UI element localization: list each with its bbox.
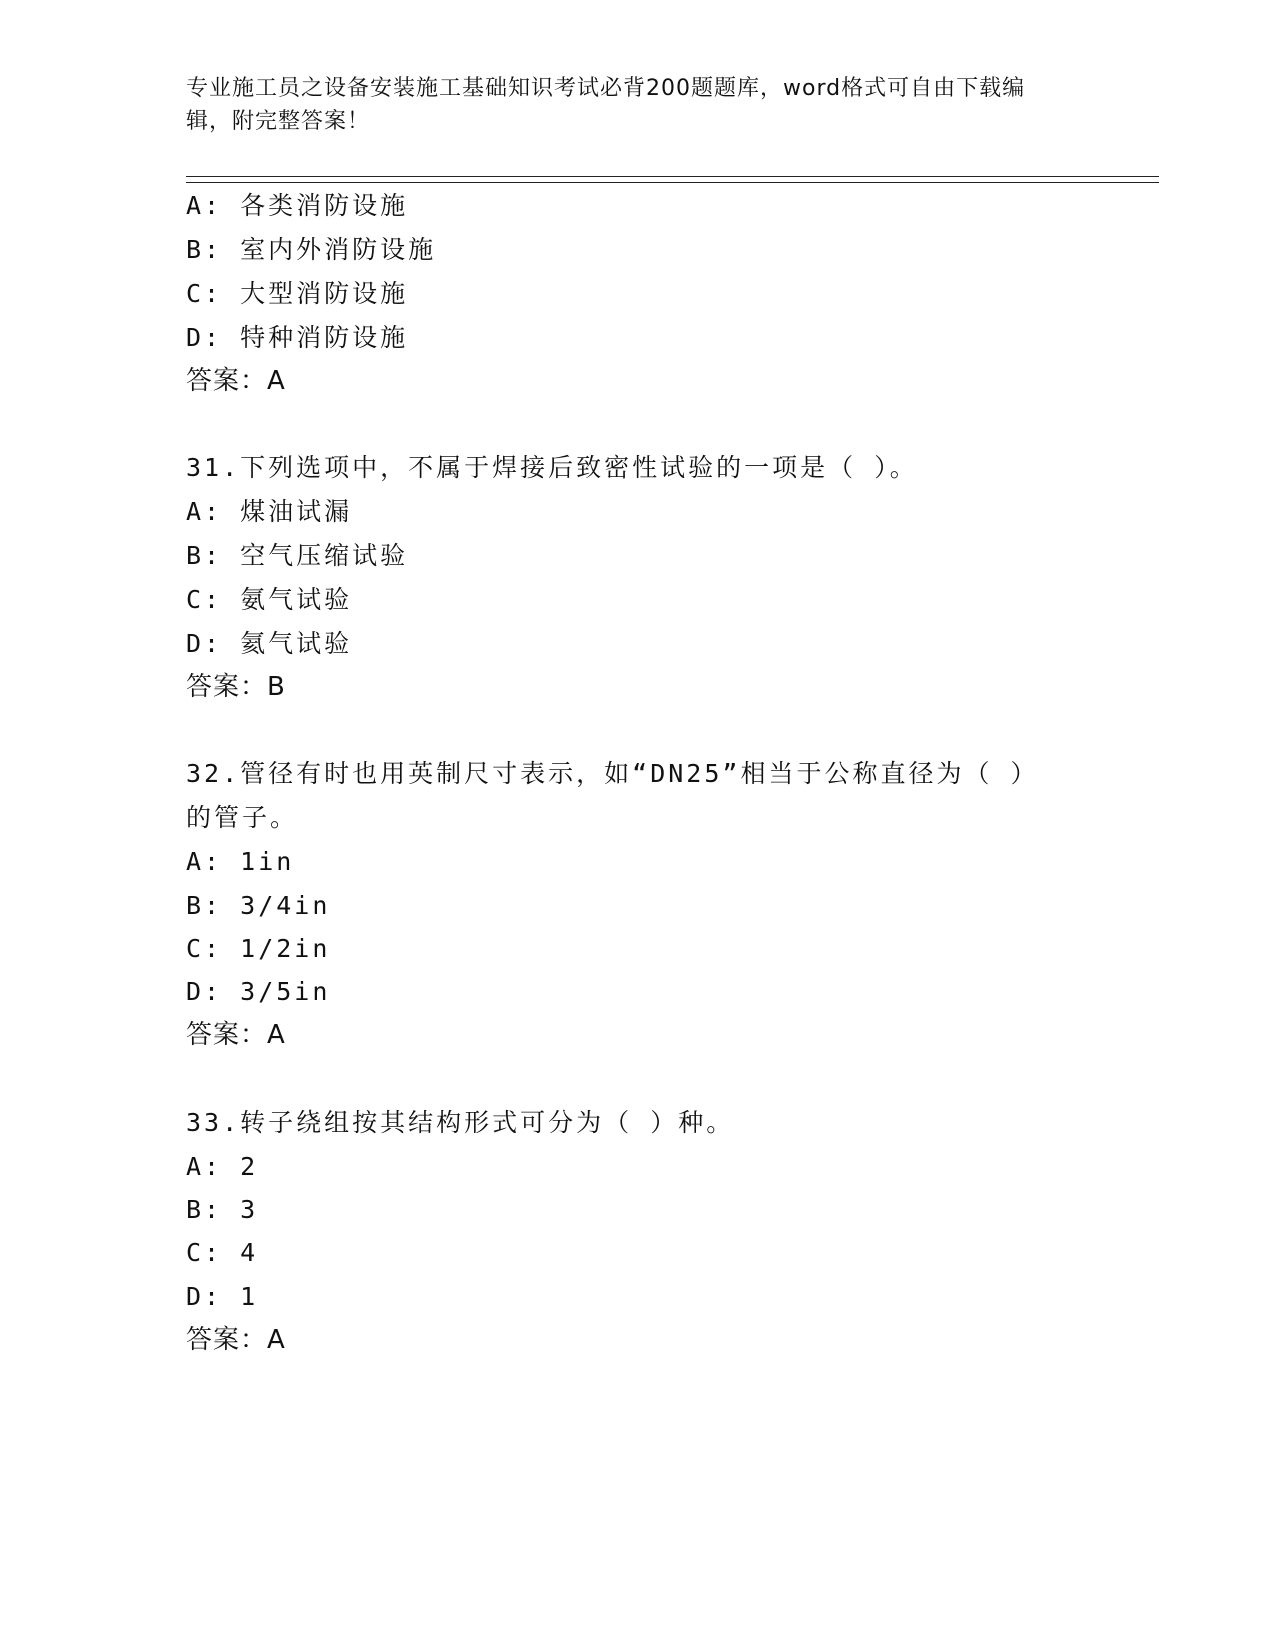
q31-option-d: D: 氦气试验 bbox=[186, 629, 353, 658]
document-header-title: 专业施工员之设备安装施工基础知识考试必背200题题库，word格式可自由下载编辑，附完整答案！ bbox=[186, 76, 1026, 134]
q33-question: 33.转子绕组按其结构形式可分为（ ）种。 bbox=[186, 1108, 735, 1137]
q30-option-c: C: 大型消防设施 bbox=[186, 279, 409, 308]
q33-option-c: C: 4 bbox=[186, 1238, 259, 1267]
q33-option-d: D: 1 bbox=[186, 1282, 259, 1311]
q32-option-a: A: 1in bbox=[186, 847, 295, 876]
q32-question-line2: 的管子。 bbox=[186, 803, 299, 832]
q31-option-a: A: 煤油试漏 bbox=[186, 497, 353, 526]
q31-question: 31.下列选项中，不属于焊接后致密性试验的一项是（ ）。 bbox=[186, 453, 918, 482]
q30-option-b: B: 室内外消防设施 bbox=[186, 235, 437, 264]
q32-option-d: D: 3/5in bbox=[186, 977, 331, 1006]
q33-answer: 答案：A bbox=[186, 1325, 286, 1355]
q31-option-c: C: 氨气试验 bbox=[186, 585, 353, 614]
q33-option-b: B: 3 bbox=[186, 1195, 259, 1224]
q31-answer: 答案：B bbox=[186, 672, 286, 702]
header-rule-top bbox=[186, 176, 1159, 177]
q30-answer: 答案：A bbox=[186, 366, 286, 396]
q32-answer: 答案：A bbox=[186, 1020, 286, 1050]
q31-option-b: B: 空气压缩试验 bbox=[186, 541, 409, 570]
q32-option-c: C: 1/2in bbox=[186, 934, 331, 963]
q30-option-d: D: 特种消防设施 bbox=[186, 323, 409, 352]
q33-option-a: A: 2 bbox=[186, 1152, 259, 1181]
header-rule-bottom bbox=[186, 182, 1159, 183]
q32-option-b: B: 3/4in bbox=[186, 891, 331, 920]
q30-option-a: A: 各类消防设施 bbox=[186, 191, 409, 220]
q32-question-line1: 32.管径有时也用英制尺寸表示，如“DN25”相当于公称直径为（ ） bbox=[186, 759, 1039, 788]
